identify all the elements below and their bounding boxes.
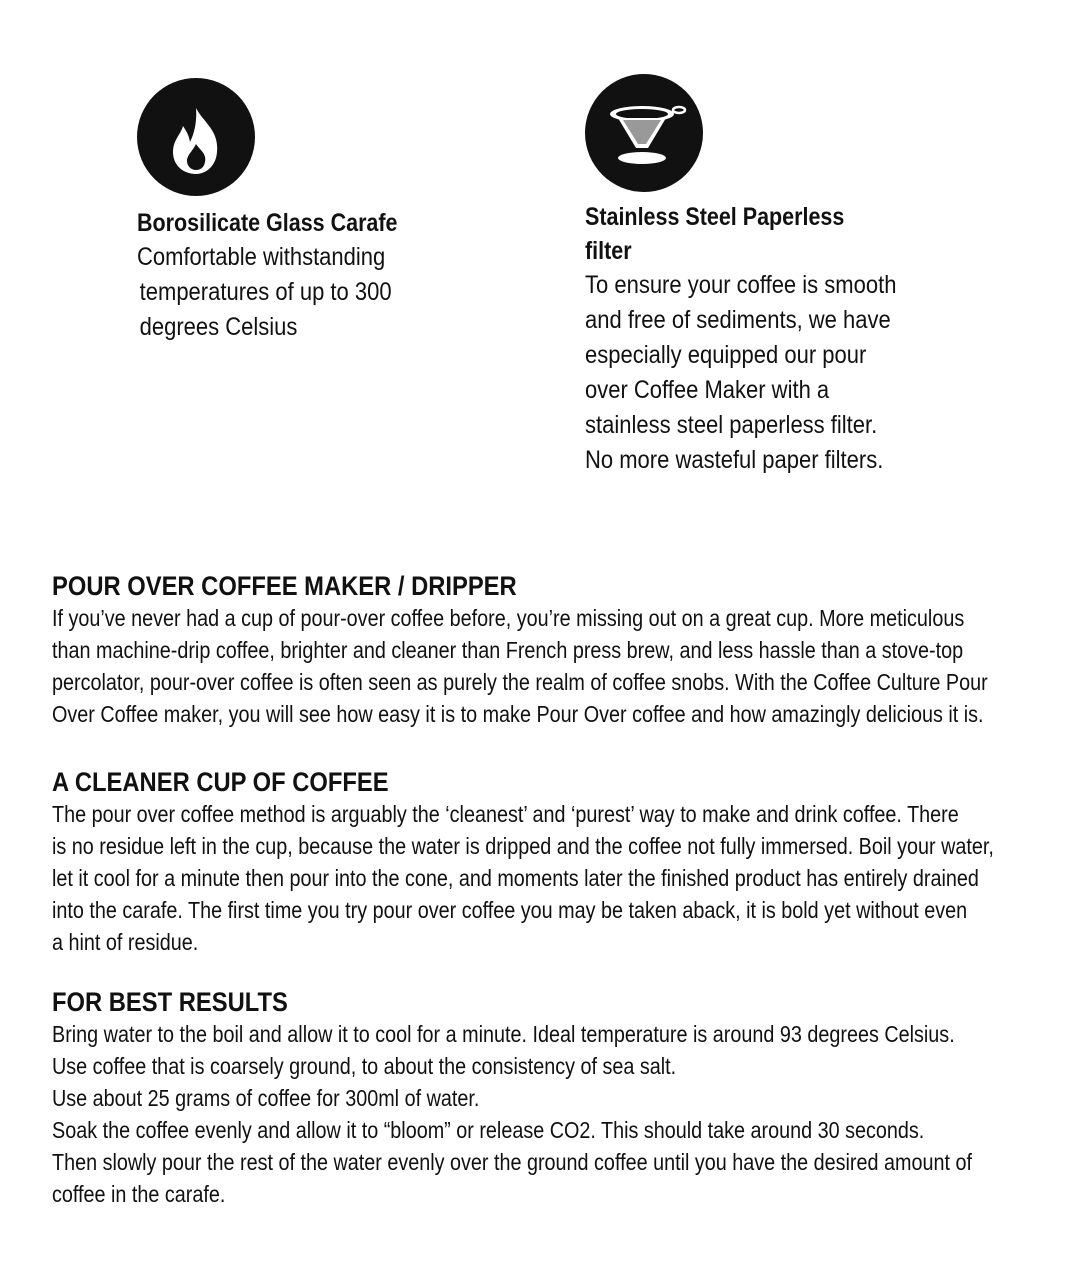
paragraph-line: let it cool for a minute then pour into the cone, and moments later the finished product has entirely drained: [52, 865, 979, 891]
feature-glass-carafe: [137, 78, 440, 345]
paragraph-line: into the carafe. The first time you try pour over coffee you may be taken aback, it is bold yet without even: [52, 897, 968, 923]
feature-description: Comfortable withstanding temperatures of up to 300 degrees Celsius: [137, 243, 392, 341]
instruction-line: Use coffee that is coarsely ground, to about the consistency of sea salt.: [52, 1053, 677, 1079]
paragraph-line: The pour over coffee method is arguably the ‘cleanest’ and ‘purest’ way to make and drink coffee. There: [52, 801, 959, 827]
filter-cone-icon: [585, 74, 703, 192]
paragraph-line: is no residue left in the cup, because the water is dripped and the coffee not fully immersed. Boil your water,: [52, 833, 994, 859]
flame-icon: [137, 78, 255, 196]
section-body: [52, 1018, 1042, 1210]
paragraph-line: Over Coffee maker, you will see how easy it is to make Pour Over coffee and how amazingly delicious it is.: [52, 701, 984, 727]
paragraph-line: than machine-drip coffee, brighter and cleaner than French press brew, and less hassle than a stove-top: [52, 637, 964, 663]
feature-paperless-filter: [585, 74, 939, 478]
instruction-line: Soak the coffee evenly and allow it to “bloom” or release CO2. This should take around 30 seconds.: [52, 1117, 925, 1143]
paragraph-line: If you’ve never had a cup of pour-over coffee before, you’re missing out on a great cup. More meticulous: [52, 605, 965, 631]
section-best-results: [52, 986, 1042, 1210]
section-body: [52, 602, 1042, 730]
section-body: [52, 798, 1042, 958]
feature-title: Borosilicate Glass Carafe: [137, 209, 398, 237]
section-heading: FOR BEST RESULTS: [52, 987, 288, 1017]
section-heading: A CLEANER CUP OF COFFEE: [52, 767, 389, 797]
paragraph-line: a hint of residue.: [52, 929, 199, 955]
paragraph-line: percolator, pour-over coffee is often seen as purely the realm of coffee snobs. With the Coffee Culture Pour: [52, 669, 988, 695]
feature-description: To ensure your coffee is smooth and free of sediments, we have especially equipped our pour over Coffee Maker with a stainless steel paperless filter. No more wasteful paper filters.: [585, 271, 897, 474]
section-cleaner-cup: [52, 766, 1042, 958]
instruction-line: coffee in the carafe.: [52, 1181, 226, 1207]
instruction-line: Use about 25 grams of coffee for 300ml of water.: [52, 1085, 480, 1111]
instruction-line: Bring water to the boil and allow it to cool for a minute. Ideal temperature is around 93 degrees Celsius.: [52, 1021, 955, 1047]
section-pour-over: [52, 570, 1042, 730]
feature-title: Stainless Steel Paperless filter: [585, 203, 845, 265]
instruction-line: Then slowly pour the rest of the water evenly over the ground coffee until you have the desired amount of: [52, 1149, 972, 1175]
section-heading: POUR OVER COFFEE MAKER / DRIPPER: [52, 571, 517, 601]
